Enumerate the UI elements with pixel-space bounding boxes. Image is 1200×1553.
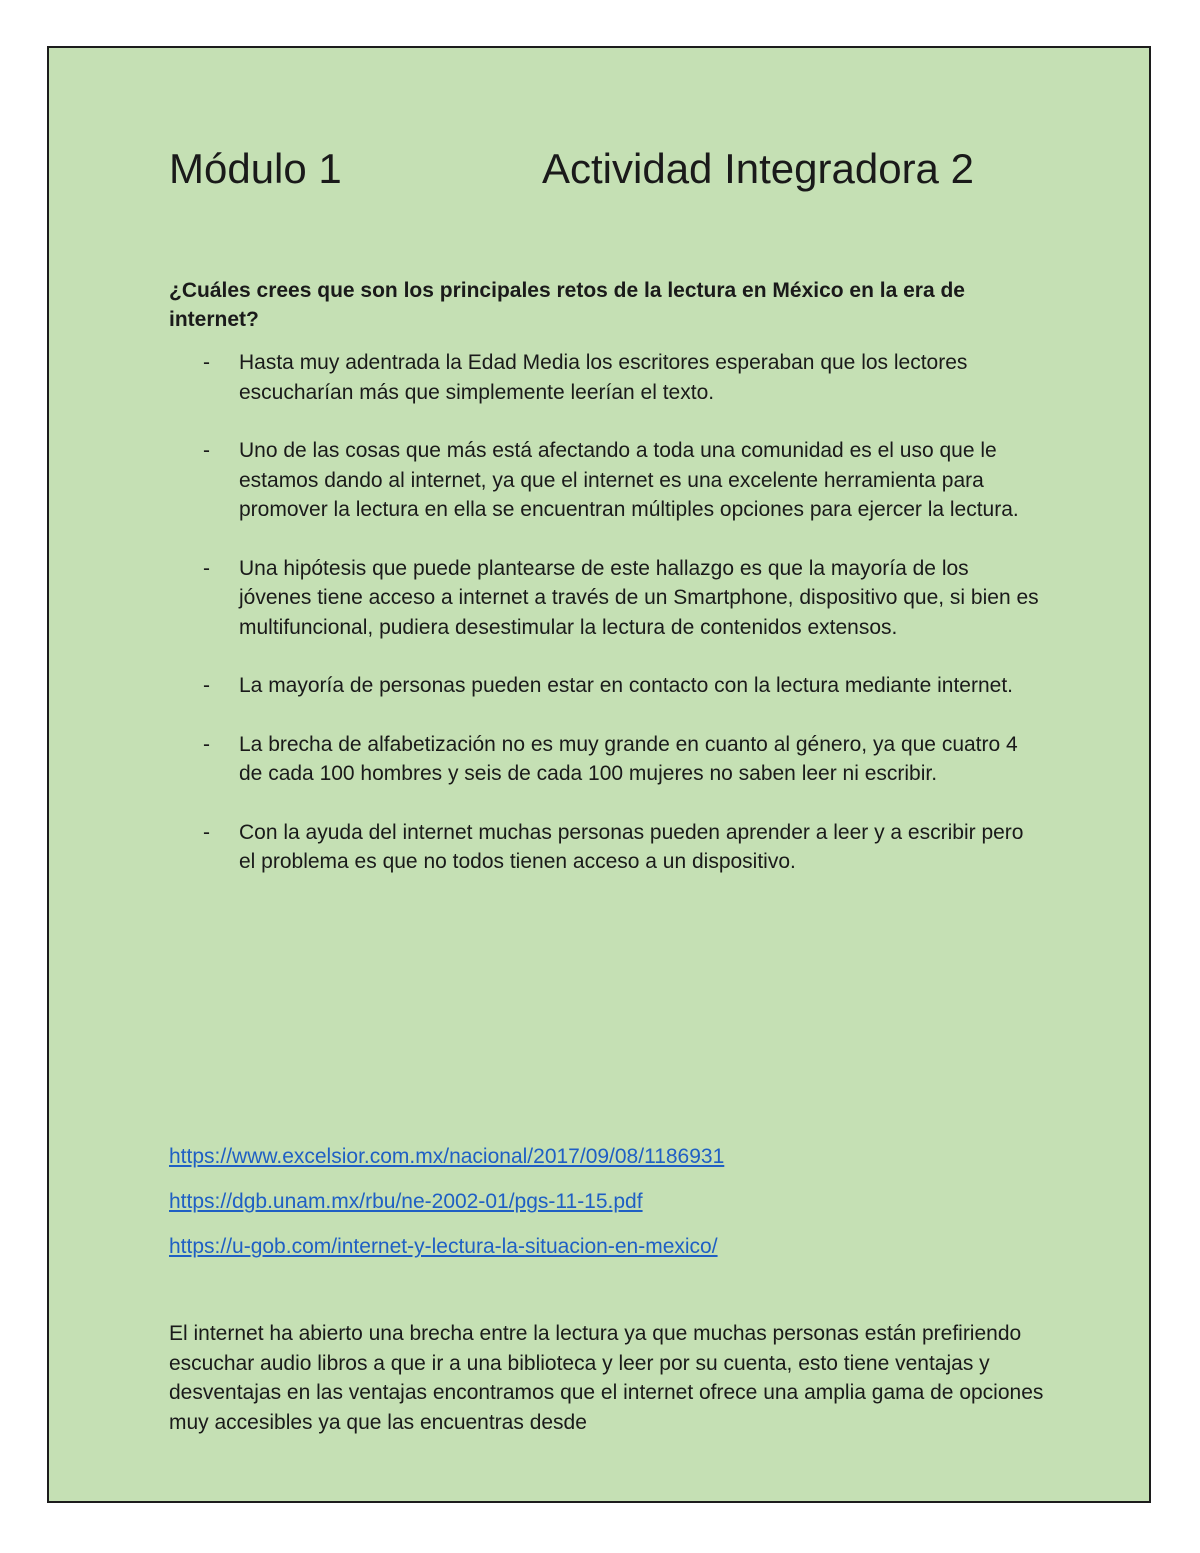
list-item-text: Con la ayuda del internet muchas personas pueden aprender a leer y a escribir pero el problema es que no todos tienen acceso a un dispositivo. bbox=[239, 820, 1024, 873]
reference-link-ugob[interactable]: https://u-gob.com/internet-y-lectura-la-situacion-en-mexico/ bbox=[169, 1235, 718, 1258]
page-content bbox=[169, 144, 1049, 1434]
list-item bbox=[169, 348, 1039, 407]
list-item-text: Uno de las cosas que más está afectando a toda una comunidad es el uso que le estamos dando al internet, ya que el internet es una excelente herramienta para promover la lectura en ella se encuentran múltiples opciones para ejercer la lectura. bbox=[239, 439, 1019, 521]
question-heading: ¿Cuáles crees que son los principales retos de la lectura en México en la era de internet? bbox=[169, 279, 965, 331]
list-item bbox=[169, 554, 1039, 643]
list-item bbox=[169, 436, 1039, 525]
document-page bbox=[47, 46, 1151, 1503]
list-item bbox=[169, 730, 1039, 789]
reference-link-excelsior[interactable]: https://www.excelsior.com.mx/nacional/2017/09/08/1186931 bbox=[169, 1145, 725, 1168]
reference-link-unam[interactable]: https://dgb.unam.mx/rbu/ne-2002-01/pgs-11-15.pdf bbox=[169, 1190, 643, 1213]
module-title: Módulo 1 bbox=[169, 145, 342, 192]
closing-paragraph: El internet ha abierto una brecha entre la lectura ya que muchas personas están prefiriendo escuchar audio libros a que ir a una biblioteca y leer por su cuenta, esto tiene ventajas y desventajas en las ventajas encontramos que el internet ofrece una amplia gama de opciones muy accesibles ya que las encuentras desde bbox=[169, 1322, 1044, 1434]
list-item bbox=[169, 818, 1039, 877]
bullet-dash: - bbox=[203, 732, 210, 756]
bullet-dash: - bbox=[203, 820, 210, 844]
title-row bbox=[169, 144, 1049, 204]
reference-links bbox=[169, 1142, 724, 1277]
bullet-dash: - bbox=[203, 674, 210, 697]
list-item-text: La brecha de alfabetización no es muy grande en cuanto al género, ya que cuatro 4 de cada 100 hombres y seis de cada 100 mujeres no saben leer ni escribir. bbox=[239, 732, 1018, 785]
points-list bbox=[169, 348, 1049, 877]
bullet-dash: - bbox=[203, 439, 210, 462]
list-item-text: Una hipótesis que puede plantearse de este hallazgo es que la mayoría de los jóvenes tiene acceso a internet a través de un Smartphone, dispositivo que, si bien es multifuncional, pudiera desestimular la lectura de contenidos extensos. bbox=[239, 556, 1039, 639]
list-item-text: Hasta muy adentrada la Edad Media los escritores esperaban que los lectores escucharían más que simplemente leerían el texto. bbox=[239, 351, 968, 404]
list-item bbox=[169, 671, 1039, 701]
bullet-dash: - bbox=[203, 351, 210, 374]
bullet-dash: - bbox=[203, 556, 210, 580]
list-item-text: La mayoría de personas pueden estar en contacto con la lectura mediante internet. bbox=[239, 674, 1013, 697]
activity-title: Actividad Integradora 2 bbox=[542, 145, 974, 192]
